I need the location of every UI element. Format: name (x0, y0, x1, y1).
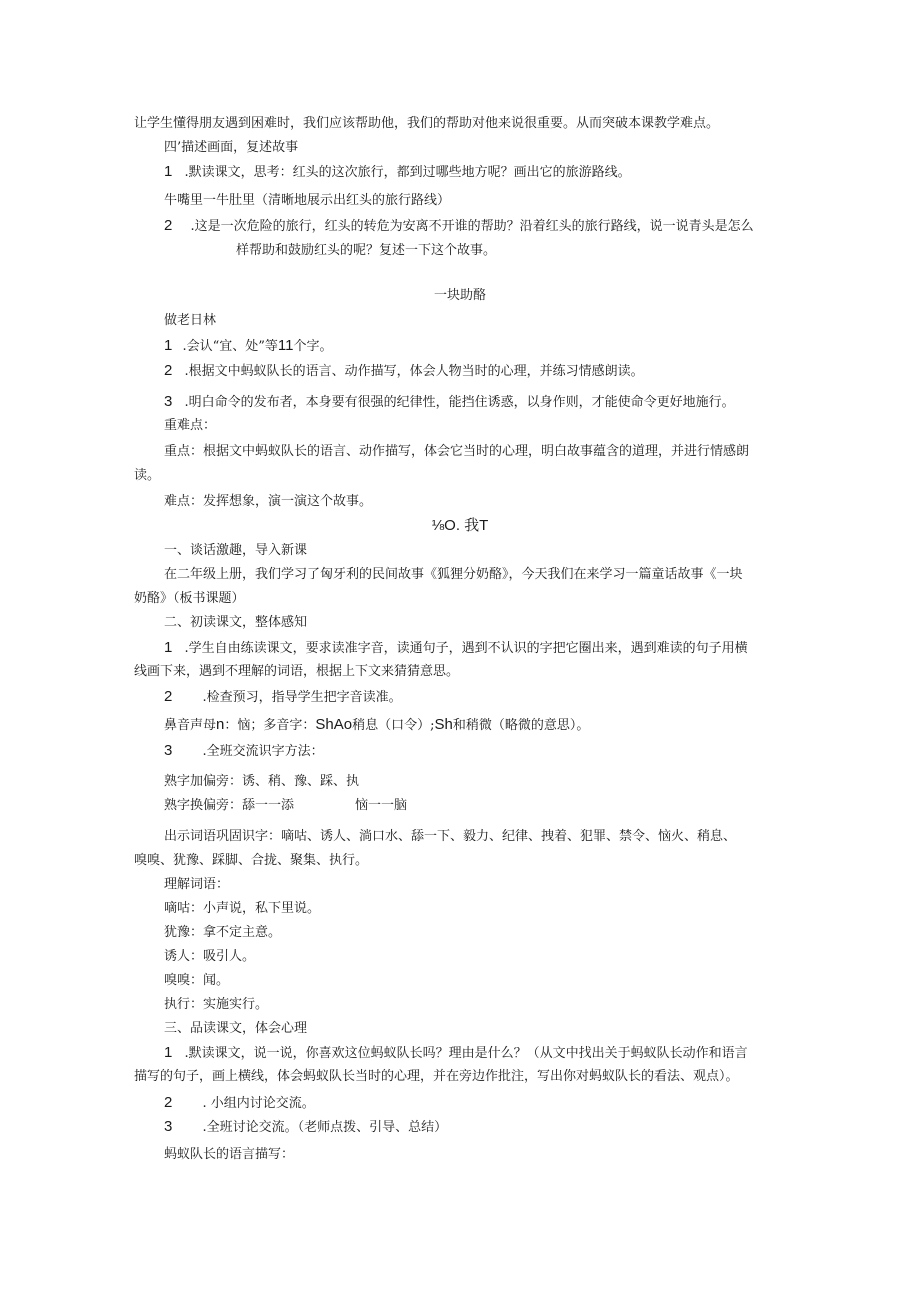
paragraph-key-point: 重点：根据文中蚂蚁队长的语言、动作描写，体会它当时的心理，明白故事蕴含的道理，并进行情感朗 (164, 444, 750, 459)
item-text: .根据文中蚂蚁队长的语言、动作描写，体会人物当时的心理，并练习情感朗读。 (184, 364, 644, 379)
paragraph-word-list: 出示词语巩固识字：嘀咕、诱人、淌口水、舔一下、毅力、纪律、拽着、犯罪、禁令、恼火、稍息、 (164, 829, 737, 844)
item-text: .全班交流识字方法： (202, 744, 324, 759)
vocab-item: 嘀咕：小声说，私下里说。 (164, 901, 321, 916)
paragraph-key-point-continued: 读。 (134, 468, 161, 483)
paragraph-radical-add: 熟字加偏旁：诱、稍、豫、踩、执 (164, 774, 360, 789)
vocab-item: 嗅嗅：闻。 (164, 973, 230, 988)
list-item (164, 639, 748, 658)
goal-count: 11 (277, 337, 294, 354)
paragraph-goal-summary: 让学生懂得朋友遇到困难时，我们应该帮助他，我们的帮助对他来说很重要。从而突破本课教学难点。 (134, 116, 720, 131)
item-number: 2 (164, 688, 173, 705)
item-number: 1 (164, 639, 173, 656)
vocab-item: 执行：实施实行。 (164, 997, 269, 1012)
item-text: .全班讨论交流。（老师点拨、引导、总结） (202, 1120, 448, 1135)
item-text: .明白命令的发布者，本身要有很强的纪律性，能挡住诱惑，以身作则，才能使命令更好地施行。 (184, 395, 735, 410)
item-number: 1 (164, 163, 173, 180)
paragraph-route: 牛嘴里一牛肚里（清晰地展示出红头的旅行路线） (164, 193, 451, 208)
item-text: .这是一次危险的旅行，红头的转危为安离不开谁的帮助？沿着红头的旅行路线，说一说青头是怎么 (190, 219, 754, 234)
list-item (164, 688, 402, 707)
item-text-continued: 线画下来，遇到不理解的词语，根据上下文来猜猜意思。 (134, 664, 460, 679)
item-text: .默读课文，思考：红头的这次旅行，都到过哪些地方呢？画出它的旅游路线。 (184, 165, 631, 180)
paragraph-radical-swap-2: 恼一一脑 (355, 798, 408, 813)
item-number: 3 (164, 393, 173, 410)
list-item (164, 1094, 315, 1113)
paragraph-vocab-label: 理解词语： (164, 877, 230, 892)
item-text: .会认“宜、处”等 (182, 339, 278, 354)
item-number: 3 (164, 1118, 173, 1135)
paragraph-word-list-continued: 嗅嗅、犹豫、踩脚、合拢、聚集、执行。 (134, 853, 369, 868)
paragraph-radical-swap: 熟字换偏旁：舔一一添 (164, 798, 295, 813)
item-number: 2 (164, 362, 173, 379)
vocab-item: 犹豫：拿不定主意。 (164, 925, 282, 940)
section-heading-1: 一、谈话激趣，导入新课 (164, 543, 308, 558)
paragraph-difficulty: 难点：发挥想象，演一演这个故事。 (164, 494, 373, 509)
list-item (164, 742, 324, 761)
item-text: .检查预习，指导学生把字音读准。 (202, 690, 402, 705)
item-number: 2 (164, 217, 173, 234)
list-item (164, 1044, 748, 1063)
item-text: .默读课文，说一说，你喜欢这位蚂蚁队长吗？理由是什么？（从文中找出关于蚂蚁队长动作和语言 (184, 1046, 748, 1061)
item-text: .学生自由练读课文，要求读准字音，读通句子，遇到不认识的字把它圈出来，遇到难读的句子用横 (184, 641, 748, 656)
paragraph-label: 做老日林 (164, 313, 217, 328)
vocab-item: 诱人：吸引人。 (164, 949, 256, 964)
goal-item (164, 393, 735, 412)
item-text-continued: 描写的句子，画上横线，体会蚂蚁队长当时的心理，并在旁边作批注，写出你对蚂蚁队长的看法、观点）。 (134, 1069, 739, 1084)
section-heading-3: 三、品读课文，体会心理 (164, 1021, 308, 1036)
paragraph-intro-continued: 奶酪》（板书课题） (134, 591, 245, 606)
section-label-difficulty: 重难点： (164, 418, 217, 433)
list-item (164, 163, 631, 182)
list-item (164, 1118, 447, 1137)
item-number: 2 (164, 1094, 173, 1111)
item-text-continued: 样帮助和鼓励红头的呢？复述一下这个故事。 (236, 243, 497, 258)
item-number: 1 (164, 1044, 173, 1061)
paragraph-intro: 在二年级上册，我们学习了匈牙利的民间故事《狐狸分奶酪》，今天我们在来学习一篇童话故事《一块 (164, 567, 743, 582)
paragraph-ant-speech: 蚂蚁队长的语言描写： (164, 1147, 295, 1162)
item-text: . 小组内讨论交流。 (202, 1096, 315, 1111)
item-number: 1 (164, 337, 173, 354)
goal-item (164, 337, 333, 356)
goal-item (164, 362, 644, 381)
paragraph-pronunciation: 鼻音声母n：恼；多音字：ShAo稍息（口令）;Sh和稍微（略微的意思）。 (164, 716, 590, 733)
list-item (164, 217, 754, 236)
section-heading-describe: 四’描述画面，复述故事 (164, 140, 299, 155)
item-number: 3 (164, 742, 173, 759)
section-heading-2: 二、初读课文，整体感知 (164, 615, 308, 630)
lesson-title: 一块助酪 (433, 288, 486, 303)
item-text: 个字。 (293, 339, 333, 354)
section-title: ⅛O. 我T (431, 517, 489, 534)
